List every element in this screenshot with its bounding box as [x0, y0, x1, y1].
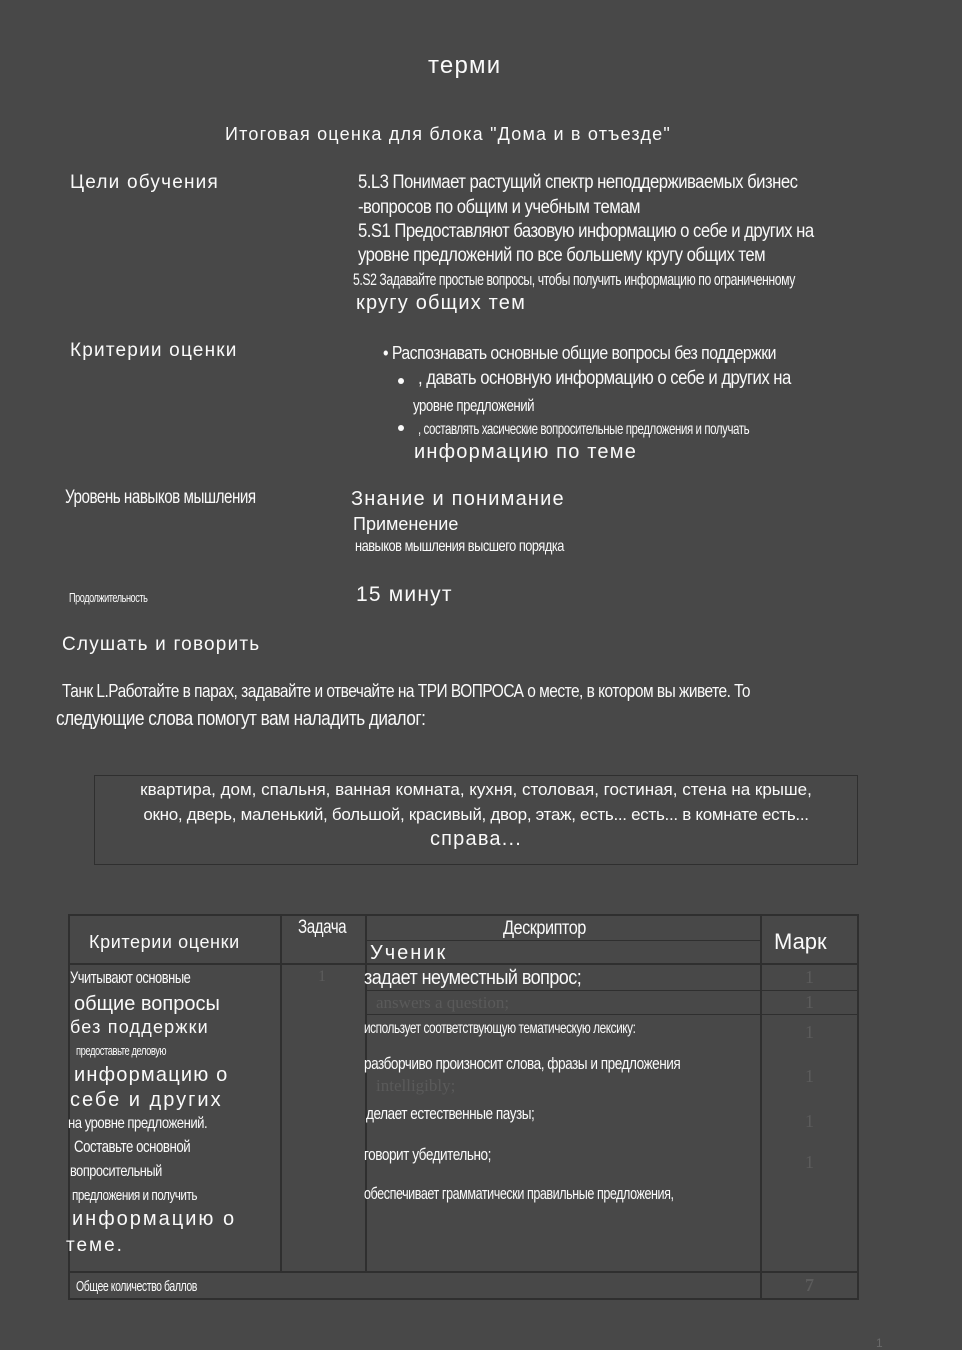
thinking-line: Применение [353, 514, 459, 534]
criteria-line: информацию по теме [414, 441, 638, 463]
task-text: следующие слова помогут вам наладить диалог: [56, 708, 426, 730]
criteria-cell-line: информацию о [72, 1208, 237, 1230]
criteria-line: , составлять хасические вопросительные предложения и получать [418, 421, 750, 438]
descriptor-item: разборчиво произносит слова, фразы и предложения [364, 1054, 681, 1073]
table-header-learner: Ученик [370, 942, 448, 964]
mark-value: 1 [805, 967, 814, 987]
vocabulary-line: квартира, дом, спальня, ванная комната, кухня, столовая, гостиная, стена на крыше, [140, 780, 812, 799]
mark-value: 1 [805, 1152, 814, 1172]
task-number: 1 [318, 968, 326, 985]
faint-text: answers a question; [376, 993, 510, 1012]
table-header-mark: Марк [774, 929, 827, 954]
criteria-line: уровне предложений [413, 396, 535, 415]
descriptor-item: делает естественные паузы; [366, 1104, 535, 1123]
criteria-cell-line: общие вопросы [74, 993, 220, 1015]
criteria-cell-line: предоставьте деловую [76, 1043, 167, 1058]
total-label: Общее количество баллов [76, 1278, 197, 1295]
descriptor-item: задает неуместный вопрос; [364, 967, 582, 989]
objective-line: 5.S1 Предоставляют базовую информацию о себе и других на [358, 221, 814, 242]
criteria-cell-line: информацию о [74, 1064, 229, 1086]
criteria-cell-line: теме. [66, 1235, 124, 1256]
task-text: Танк L.Работайте в парах, задавайте и отвечайте на ТРИ ВОПРОСА о месте, в котором вы живете. То [62, 681, 750, 701]
page-number: 1 [876, 1336, 883, 1350]
page-subtitle: Итоговая оценка для блока "Дома и в отъезде" [225, 124, 671, 144]
objective-line: 5.L3 Понимает растущий спектр неподдерживаемых бизнес [358, 172, 798, 193]
duration-label: Продолжительность [69, 590, 148, 605]
criteria-cell-line: на уровне предложений. [68, 1115, 208, 1132]
mark-value: 1 [805, 1111, 814, 1131]
objective-line: 5.S2 Задавайте простые вопросы, чтобы получить информацию по ограниченному [353, 270, 795, 289]
descriptor-item: обеспечивает грамматически правильные предложения, [364, 1184, 674, 1203]
objective-line: уровне предложений по все большему кругу общих тем [358, 245, 766, 266]
bullet-icon [398, 378, 404, 384]
criteria-cell-line: вопросительный [70, 1163, 162, 1180]
objectives-label: Цели обучения [70, 172, 219, 193]
page-title: терми [428, 52, 502, 79]
criteria-label: Критерии оценки [70, 340, 238, 361]
bullet-icon [398, 425, 404, 431]
total-value: 7 [805, 1275, 814, 1295]
objective-line: -вопросов по общим и учебным темам [358, 197, 640, 218]
mark-value: 1 [805, 992, 814, 1012]
vocabulary-box [94, 775, 858, 865]
thinking-label: Уровень навыков мышления [65, 487, 256, 508]
criteria-cell-line: Учитывают основные [70, 968, 191, 987]
descriptor-item: говорит убедительно; [364, 1145, 491, 1164]
criteria-cell-line: без поддержки [70, 1017, 209, 1037]
criteria-cell-line: себе и других [70, 1089, 223, 1111]
table-header-task: Задача [298, 917, 347, 938]
criteria-cell-line: Составьте основной [74, 1137, 191, 1156]
table-header-criteria: Критерии оценки [89, 932, 240, 952]
faint-text: intelligibly; [376, 1076, 456, 1095]
mark-value: 1 [805, 1022, 814, 1042]
thinking-line: Знание и понимание [351, 488, 565, 510]
mark-value: 1 [805, 1066, 814, 1086]
criteria-cell-line: предложения и получить [72, 1187, 198, 1204]
criteria-line: • Распознавать основные общие вопросы без поддержки [383, 343, 776, 363]
table-header-descriptor: Дескриптор [503, 918, 586, 939]
section-heading: Слушать и говорить [62, 634, 261, 655]
descriptor-item: использует соответствующую тематическую лексику: [364, 1020, 636, 1037]
objective-line: кругу общих тем [356, 292, 527, 314]
vocabulary-line: справа... [429, 828, 523, 850]
duration-value: 15 минут [356, 583, 453, 606]
criteria-line: , давать основную информацию о себе и других на [418, 368, 791, 389]
vocabulary-line: окно, дверь, маленький, большой, красивый, двор, этаж, есть... есть... в комнате есть... [143, 805, 809, 824]
thinking-line: навыков мышления высшего порядка [355, 538, 564, 555]
